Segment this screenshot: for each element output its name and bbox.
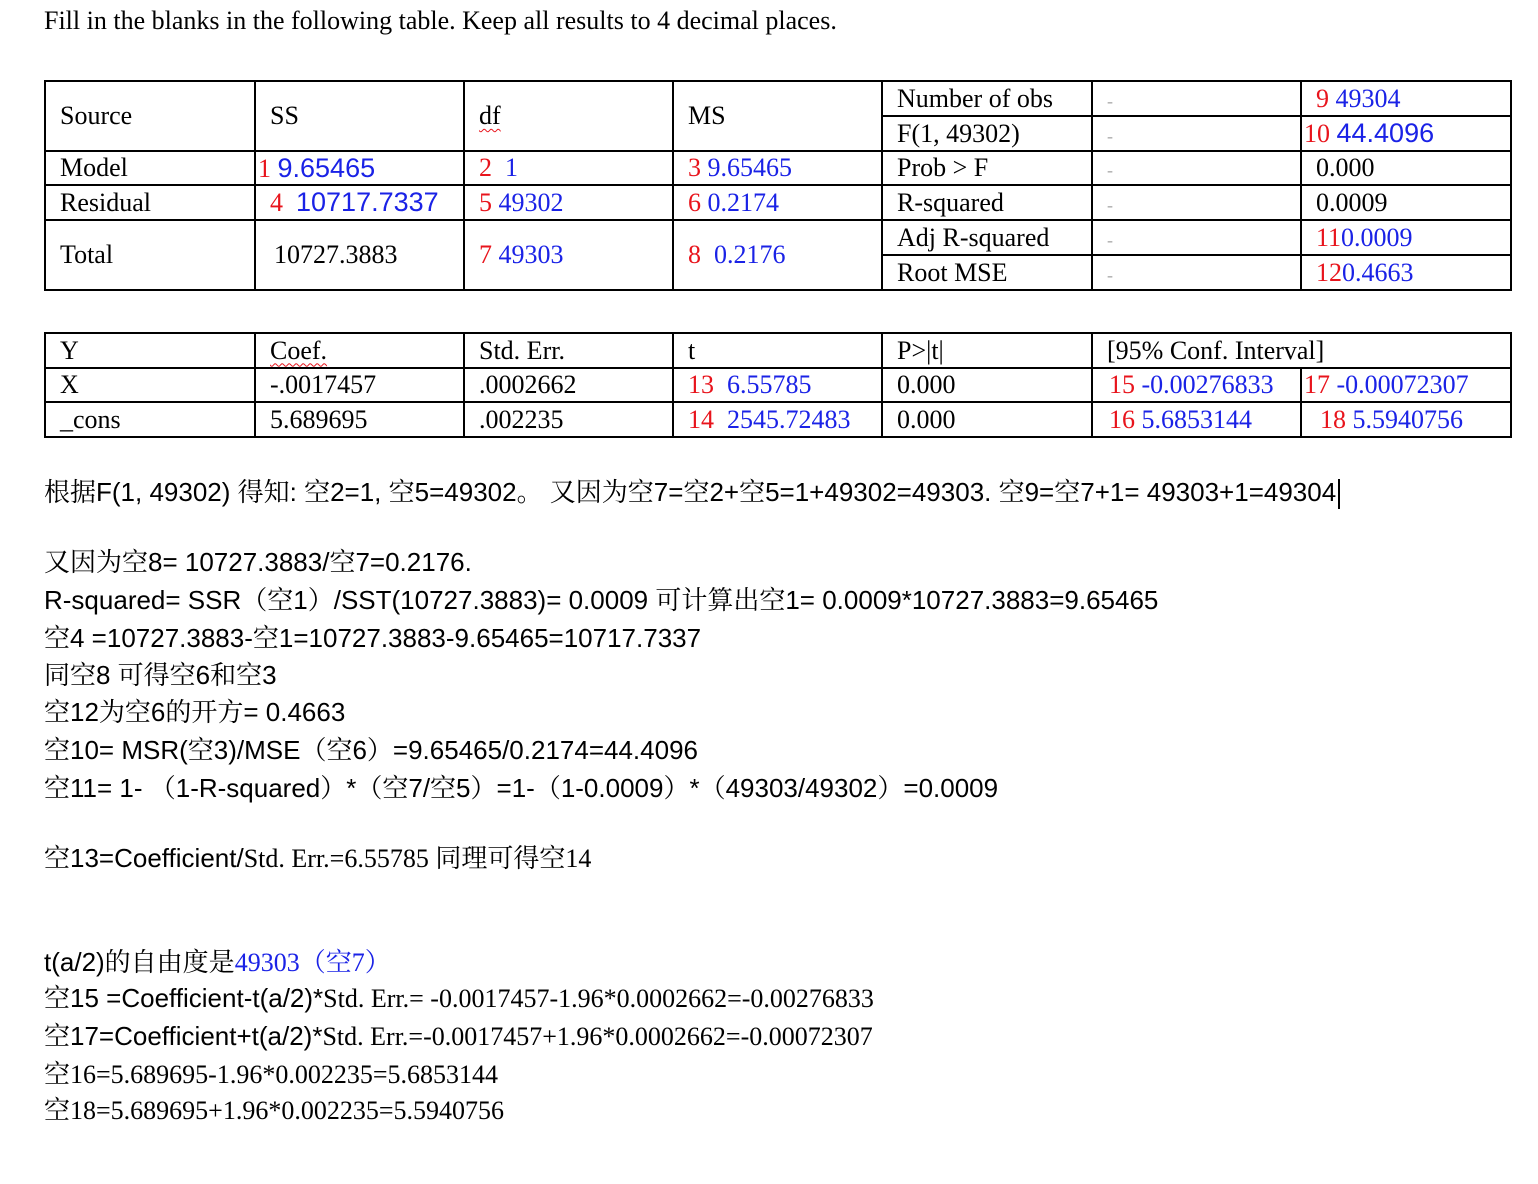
note-line: 同空8 可得空6和空3 [44,660,277,690]
note-line: t(a/2)的自由度是49303（空7） [44,947,391,977]
cons-coef: 5.689695 [255,402,464,437]
stat-value-nobs: 9 49304 [1301,81,1511,116]
stat-label-r2: R-squared [882,185,1092,220]
coefficient-table [44,332,1512,438]
row-label-cons: _cons [45,402,255,437]
row-label-x: X [45,368,255,402]
note-line: 空13=Coefficient/Std. Err.=6.55785 同理可得空14 [44,843,592,873]
total-df: 7 49303 [464,220,673,290]
stat-dash: - [1092,185,1301,220]
stat-label-adjr2: Adj R-squared [882,220,1092,255]
row-label-total: Total [45,220,255,290]
note-line: 空12为空6的开方= 0.4663 [44,697,346,727]
x-t: 13 6.55785 [673,368,882,402]
note-line: 又因为空8= 10727.3883/空7=0.2176. [44,547,472,577]
cons-t: 14 2545.72483 [673,402,882,437]
note-line: 根据F(1, 49302) 得知: 空2=1, 空5=49302。 又因为空7=空2+空5=1+49302=49303. 空9=空7+1= 49303+1=49304 [44,472,1340,509]
note-line: R-squared= SSR（空1）/SST(10727.3883)= 0.0009 可计算出空1= 0.0009*10727.3883=9.65465 [44,585,1159,615]
x-p: 0.000 [882,368,1092,402]
text-cursor [1338,479,1340,509]
note-line: 空11= 1- （1-R-squared）*（空7/空5）=1-（1-0.0009）*（49303/49302）=0.0009 [44,773,999,803]
cons-ci-low: 16 5.6853144 [1092,402,1301,437]
cons-p: 0.000 [882,402,1092,437]
header-p: P>|t| [882,333,1092,368]
note-line: 空10= MSR(空3)/MSE（空6）=9.65465/0.2174=44.4096 [44,735,698,765]
note-line: 空18=5.689695+1.96*0.002235=5.5940756 [44,1096,504,1125]
stat-dash: - [1092,116,1301,151]
x-ci-high: 17 -0.00072307 [1301,368,1511,402]
note-line: 空17=Coefficient+t(a/2)*Std. Err.=-0.0017457+1.96*0.0002662=-0.00072307 [44,1021,873,1051]
stat-value-r2: 0.0009 [1301,185,1511,220]
header-source: Source [45,81,255,151]
stat-label-nobs: Number of obs [882,81,1092,116]
stat-label-rmse: Root MSE [882,255,1092,290]
x-ci-low: 15 -0.00276833 [1092,368,1301,402]
x-stderr: .0002662 [464,368,673,402]
residual-ss: 4 10717.7337 [255,185,464,220]
header-ci: [95% Conf. Interval] [1092,333,1511,368]
header-coef: Coef. [255,333,464,368]
note-line: 空15 =Coefficient-t(a/2)*Std. Err.= -0.0017457-1.96*0.0002662=-0.00276833 [44,983,874,1013]
header-ss: SS [255,81,464,151]
stat-value-rmse: 120.4663 [1301,255,1511,290]
stat-value-prob: 0.000 [1301,151,1511,185]
stat-value-adjr2: 110.0009 [1301,220,1511,255]
total-ss: 10727.3883 [255,220,464,290]
header-ms: MS [673,81,882,151]
header-stderr: Std. Err. [464,333,673,368]
cons-stderr: .002235 [464,402,673,437]
total-ms: 8 0.2176 [673,220,882,290]
header-t: t [673,333,882,368]
residual-ms: 6 0.2174 [673,185,882,220]
instructions: Fill in the blanks in the following table. Keep all results to 4 decimal places. [44,6,837,35]
model-ms: 3 9.65465 [673,151,882,185]
cons-ci-high: 18 5.5940756 [1301,402,1511,437]
stat-dash: - [1092,255,1301,290]
stat-label-f: F(1, 49302) [882,116,1092,151]
stat-dash: - [1092,151,1301,185]
stat-dash: - [1092,220,1301,255]
model-ss: 1 9.65465 [255,151,464,185]
stat-label-prob: Prob > F [882,151,1092,185]
stat-dash: - [1092,81,1301,116]
note-line: 空16=5.689695-1.96*0.002235=5.6853144 [44,1060,498,1089]
note-line: 空4 =10727.3883-空1=10727.3883-9.65465=10717.7337 [44,623,702,653]
x-coef: -.0017457 [255,368,464,402]
row-label-model: Model [45,151,255,185]
stat-value-f: 10 44.4096 [1301,116,1511,151]
header-df: df [464,81,673,151]
anova-table [44,80,1512,291]
row-label-residual: Residual [45,185,255,220]
header-y: Y [45,333,255,368]
model-df: 2 1 [464,151,673,185]
residual-df: 5 49302 [464,185,673,220]
